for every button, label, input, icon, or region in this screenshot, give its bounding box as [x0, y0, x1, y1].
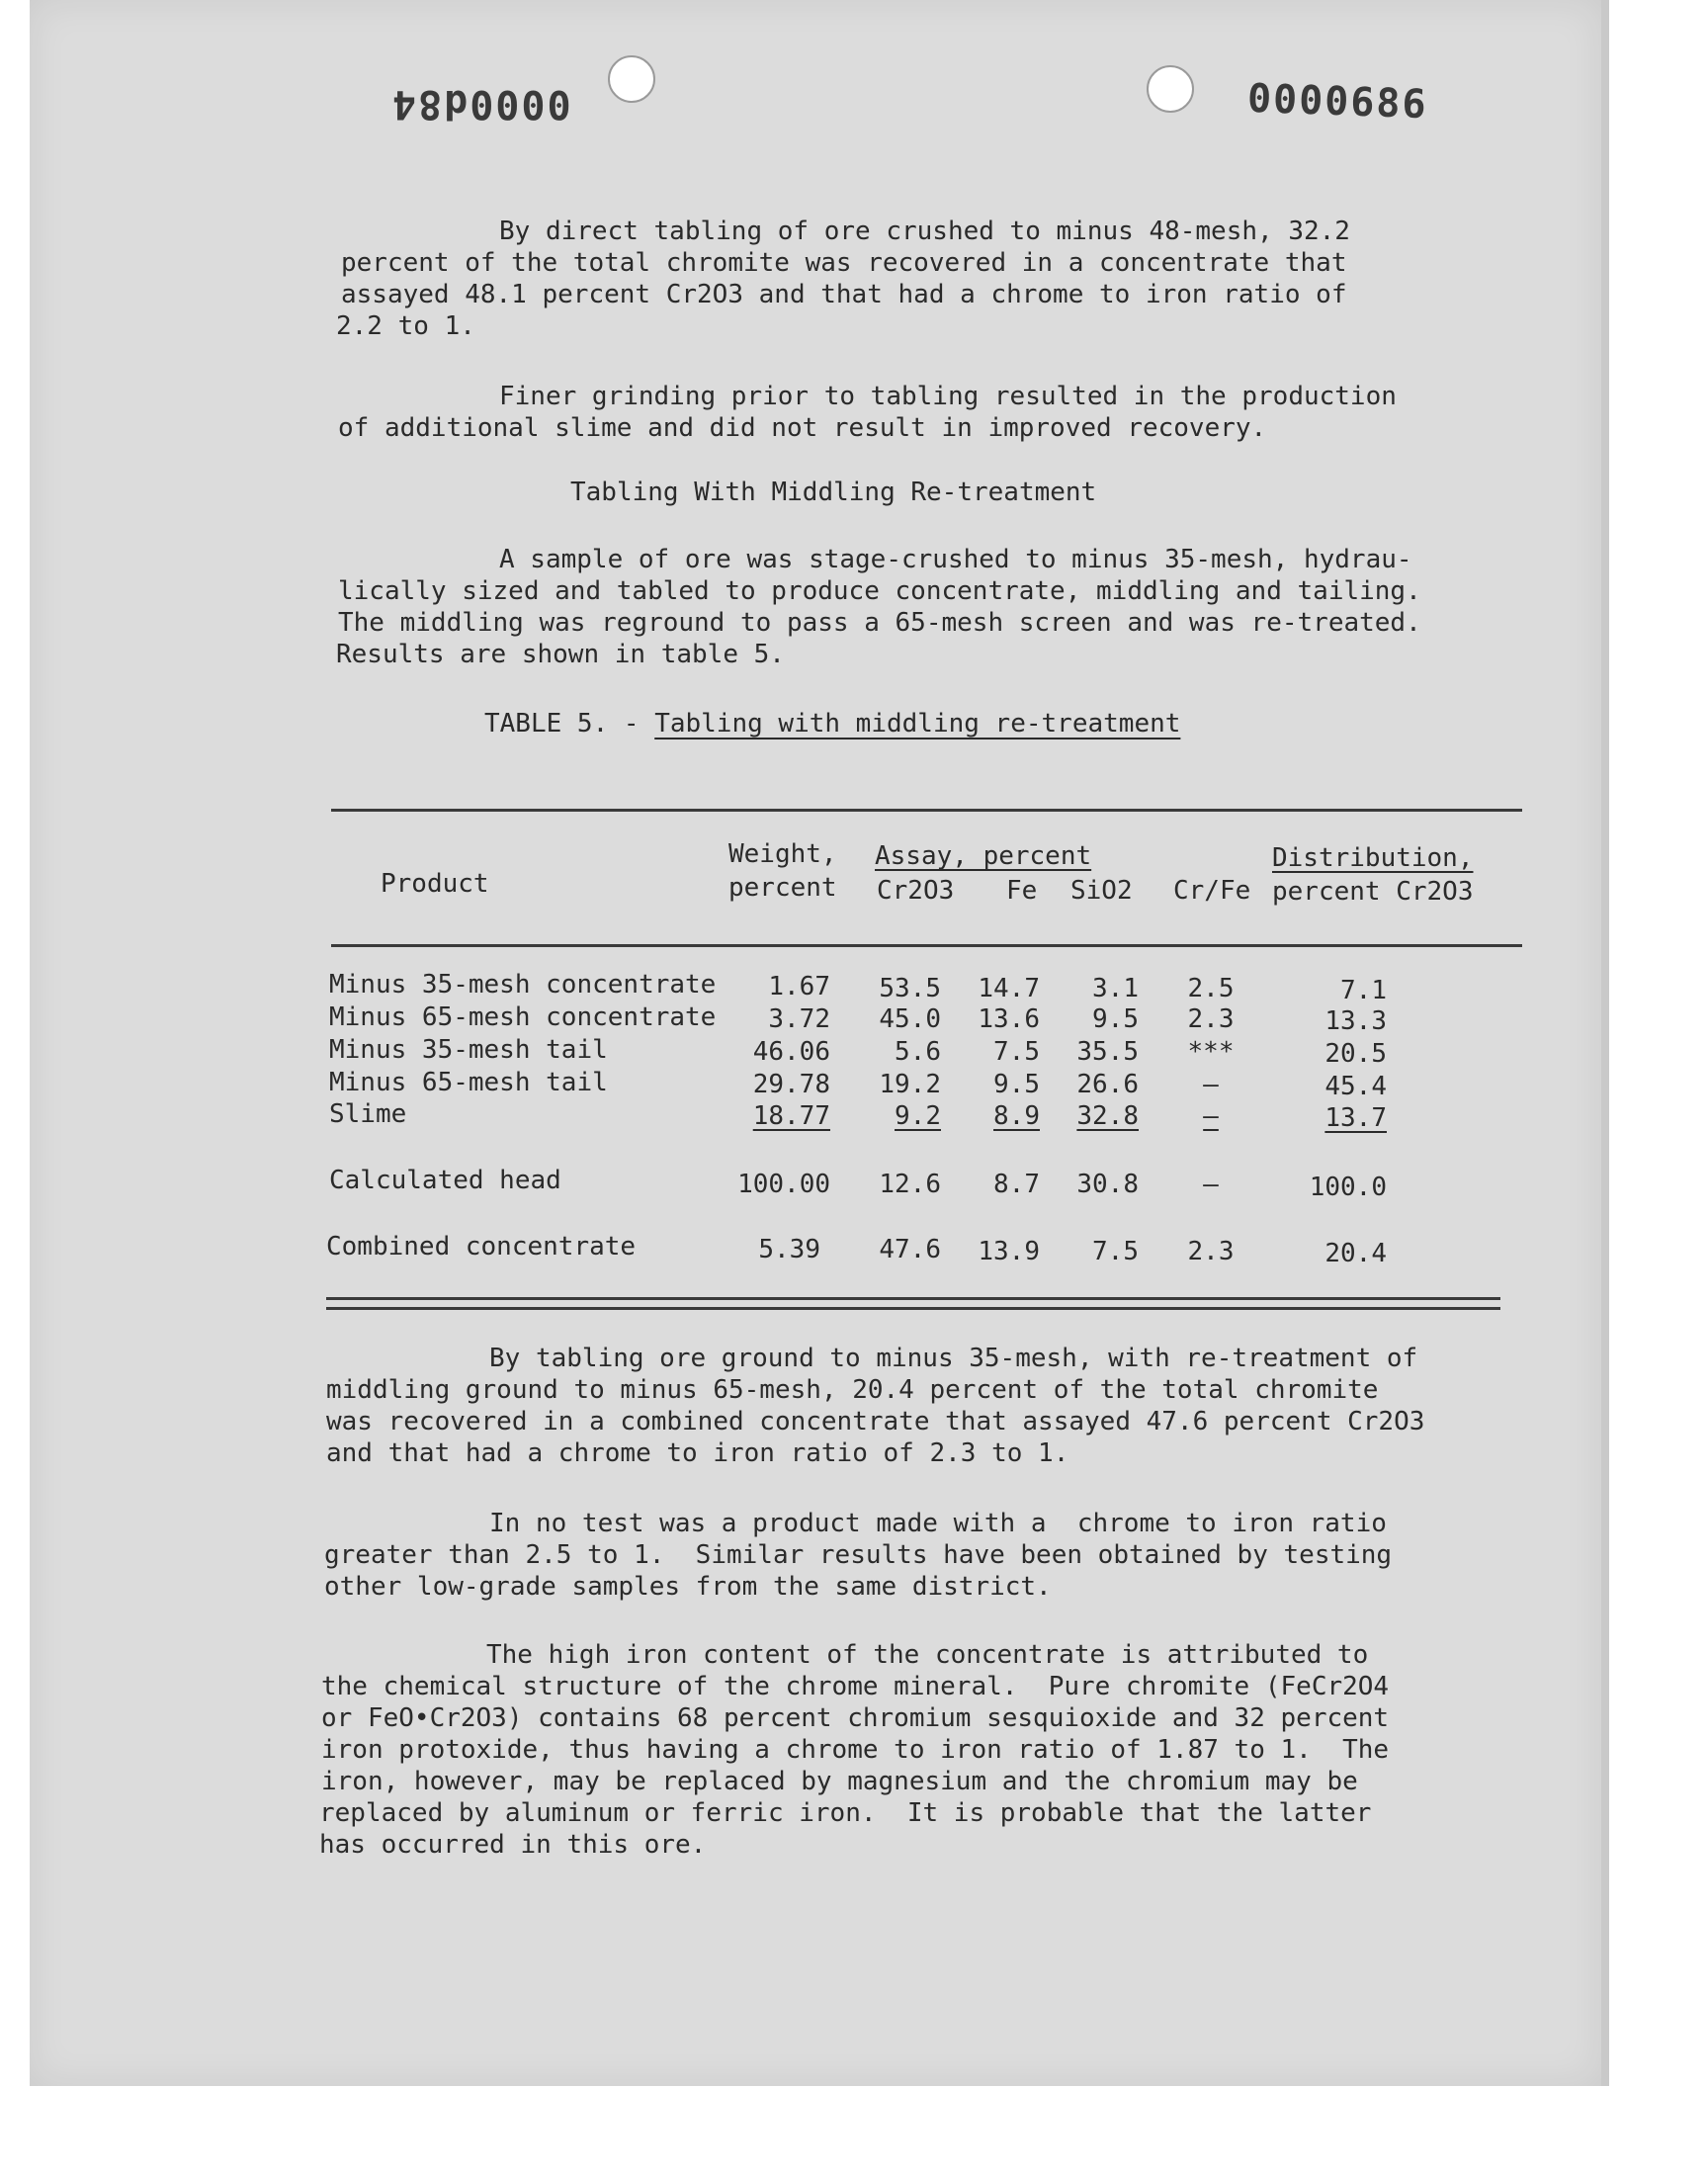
cell-distribution: 13.7 [1324, 1103, 1387, 1133]
page-ref-left: 0000d84 [390, 81, 571, 127]
header-cr2o3: Cr2O3 [877, 876, 955, 906]
cell-fe: 14.7 [978, 974, 1040, 1003]
paragraph-4-line-4: and that had a chrome to iron ratio of 2.3 to 1. [326, 1438, 1069, 1468]
paragraph-1-line-1: By direct tabling of ore crushed to minus 48-mesh, 32.2 [499, 217, 1350, 246]
paragraph-5-line-2: greater than 2.5 to 1. Similar results have been obtained by testing [324, 1540, 1393, 1570]
paragraph-6-line-1: The high iron content of the concentrate is attributed to [486, 1640, 1369, 1670]
cell-weight: 29.78 [752, 1070, 830, 1099]
cell-crfe: *** [1187, 1037, 1235, 1067]
cell-weight: 18.77 [752, 1101, 830, 1131]
cell-crfe: 2.5 [1187, 974, 1235, 1003]
table-header-rule [331, 944, 1522, 947]
paragraph-2-line-2: of additional slime and did not result in improved recovery. [338, 413, 1267, 443]
paragraph-6-line-3: or FeO•Cr2O3) contains 68 percent chromium sesquioxide and 32 percent [321, 1703, 1390, 1733]
paragraph-1-line-2: percent of the total chromite was recovered in a concentrate that [341, 248, 1347, 278]
table-caption-title: Tabling with middling re-treatment [654, 709, 1181, 739]
paragraph-4-line-1: By tabling ore ground to minus 35-mesh, with re-treatment of [489, 1344, 1418, 1373]
cell-fe: 8.9 [993, 1101, 1040, 1131]
cell-sio2: 9.5 [1092, 1004, 1139, 1034]
cell-product: Minus 35-mesh tail [329, 1035, 608, 1065]
header-weight-2: percent [728, 873, 837, 903]
cell-product: Slime [329, 1099, 407, 1129]
cell-distribution: 13.3 [1324, 1006, 1387, 1036]
table-caption-prefix: TABLE 5. - [484, 709, 655, 739]
cell-product: Minus 35-mesh concentrate [329, 970, 717, 1000]
table-bottom-rule-2 [326, 1307, 1500, 1310]
punch-hole-right [1147, 65, 1194, 113]
cell-fe: 7.5 [993, 1037, 1040, 1067]
cell-product: Minus 65-mesh concentrate [329, 1002, 717, 1032]
header-weight-1: Weight, [728, 839, 837, 869]
paragraph-6-line-7: has occurred in this ore. [319, 1830, 707, 1860]
paragraph-3-line-3: The middling was reground to pass a 65-mesh screen and was re-treated. [338, 608, 1421, 638]
cell-weight: 3.72 [768, 1004, 830, 1034]
cell-fe: 13.6 [978, 1004, 1040, 1034]
header-distribution-2: percent Cr2O3 [1272, 877, 1474, 907]
paragraph-6-line-5: iron, however, may be replaced by magnesium and the chromium may be [321, 1767, 1358, 1796]
cell-product: Combined concentrate [326, 1232, 637, 1262]
cell-fe: 13.9 [978, 1237, 1040, 1266]
cell-cr2o3: 19.2 [879, 1070, 941, 1099]
cell-sio2: 7.5 [1092, 1237, 1139, 1266]
cell-sio2: 35.5 [1076, 1037, 1139, 1067]
punch-hole-left [608, 55, 655, 103]
cell-cr2o3: 53.5 [879, 974, 941, 1003]
cell-fe: 8.7 [993, 1170, 1040, 1199]
cell-distribution: 20.5 [1324, 1039, 1387, 1069]
paragraph-3-line-4: Results are shown in table 5. [336, 640, 785, 669]
cell-cr2o3: 12.6 [879, 1170, 941, 1199]
cell-crfe: — [1203, 1070, 1219, 1099]
cell-product: Calculated head [329, 1166, 561, 1195]
cell-sio2: 3.1 [1092, 974, 1139, 1003]
cell-crfe: — [1203, 1101, 1219, 1131]
paragraph-6-line-4: iron protoxide, thus having a chrome to iron ratio of 1.87 to 1. The [321, 1735, 1390, 1765]
header-crfe: Cr/Fe [1173, 876, 1251, 906]
header-fe: Fe [1006, 876, 1038, 906]
paragraph-5-line-3: other low-grade samples from the same district. [324, 1572, 1052, 1602]
paragraph-4-line-2: middling ground to minus 65-mesh, 20.4 percent of the total chromite [326, 1375, 1379, 1405]
cell-cr2o3: 47.6 [879, 1235, 941, 1264]
section-heading: Tabling With Middling Re-treatment [570, 478, 1097, 507]
paragraph-3-line-2: lically sized and tabled to produce concentrate, middling and tailing. [338, 576, 1421, 606]
header-distribution-1: Distribution, [1272, 843, 1474, 873]
paragraph-2-line-1: Finer grinding prior to tabling resulted in the production [499, 382, 1397, 411]
table-top-rule [331, 809, 1522, 812]
cell-sio2: 30.8 [1076, 1170, 1139, 1199]
cell-weight: 5.39 [758, 1235, 820, 1264]
page-edge-shadow [1601, 0, 1609, 2086]
cell-weight: 46.06 [752, 1037, 830, 1067]
table-bottom-rule-1 [326, 1297, 1500, 1300]
cell-cr2o3: 45.0 [879, 1004, 941, 1034]
cell-distribution: 20.4 [1324, 1239, 1387, 1268]
paragraph-1-line-3: assayed 48.1 percent Cr2O3 and that had a chrome to iron ratio of [341, 280, 1347, 309]
cell-distribution: 100.0 [1309, 1173, 1387, 1202]
cell-crfe: — [1203, 1170, 1219, 1199]
header-sio2: SiO2 [1070, 876, 1133, 906]
cell-product: Minus 65-mesh tail [329, 1068, 608, 1097]
paragraph-5-line-1: In no test was a product made with a chrome to iron ratio [489, 1509, 1387, 1538]
paragraph-6-line-2: the chemical structure of the chrome mineral. Pure chromite (FeCr2O4 [321, 1672, 1390, 1701]
paragraph-4-line-3: was recovered in a combined concentrate that assayed 47.6 percent Cr2O3 [326, 1407, 1425, 1436]
cell-fe: 9.5 [993, 1070, 1040, 1099]
cell-sio2: 26.6 [1076, 1070, 1139, 1099]
cell-weight: 100.00 [737, 1170, 830, 1199]
cell-distribution: 7.1 [1340, 976, 1387, 1005]
paragraph-6-line-6: replaced by aluminum or ferric iron. It is probable that the latter [319, 1798, 1372, 1828]
cell-crfe: 2.3 [1187, 1237, 1235, 1266]
cell-cr2o3: 9.2 [895, 1101, 941, 1131]
cell-distribution: 45.4 [1324, 1072, 1387, 1101]
cell-cr2o3: 5.6 [895, 1037, 941, 1067]
header-product: Product [381, 869, 489, 899]
paragraph-1-line-4: 2.2 to 1. [336, 311, 475, 341]
cell-crfe: 2.3 [1187, 1004, 1235, 1034]
header-assay-group: Assay, percent [875, 841, 1092, 871]
page-ref-right: 0000686 [1246, 75, 1429, 129]
cell-sio2: 32.8 [1076, 1101, 1139, 1131]
table-caption [484, 709, 1180, 739]
paragraph-3-line-1: A sample of ore was stage-crushed to minus 35-mesh, hydrau- [499, 545, 1412, 574]
cell-weight: 1.67 [768, 972, 830, 1001]
